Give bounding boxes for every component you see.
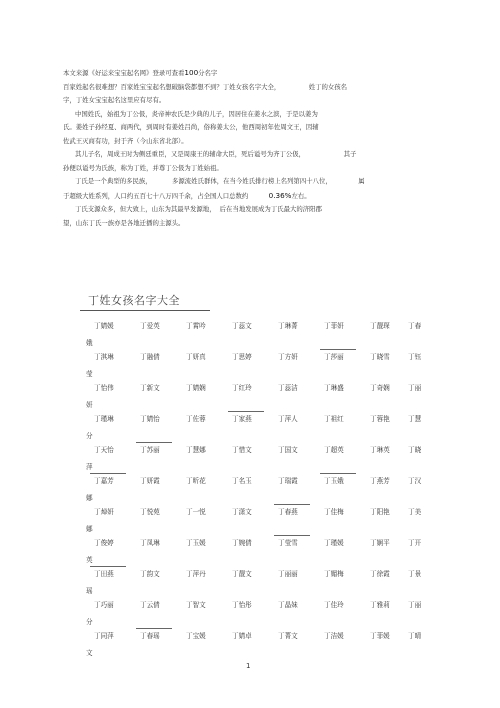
names-row-cells: [94, 506, 434, 520]
name-cell-wrapped-end: 娥: [86, 339, 93, 347]
para3-line-1-tail: 其子: [343, 150, 357, 158]
name-cell: 丁宝媛: [186, 632, 206, 640]
name-cell: 丁田燕: [94, 568, 140, 582]
intro-line-2-text: 百家姓起名很难想？百家姓宝宝起名想破脑袋都想不到？丁姓女孩名字大全，: [63, 82, 281, 91]
name-cell: 丁天怡: [94, 446, 114, 454]
name-cell: 丁琳英: [370, 446, 390, 454]
para4-line-2-text: 于超级大姓系列，人口约五百七十八万四千余，占全国人口总数约: [63, 191, 249, 200]
name-cell: 丁淇琳: [94, 353, 114, 361]
name-cell: 丁蕊文: [232, 322, 252, 330]
names-row-cells: [94, 320, 434, 334]
intro-line-2: [63, 81, 423, 95]
name-cell-wrapped-start: 丁美: [408, 508, 422, 516]
para5-line-1-text: 丁氏支源众多，但大致上，山东为其最早发源地，: [75, 205, 216, 213]
names-row: [86, 537, 434, 568]
name-cell: 丁方妍: [278, 353, 298, 361]
name-cell: 丁慧娜: [186, 446, 206, 454]
name-cell: 丁霄吟: [186, 322, 206, 330]
para2-line-1: 中国姓氏，始祖为丁公伋，炎帝神农氏是少典的儿子，因居住在姜水之滨，于是以姜为: [75, 109, 318, 118]
name-cell: 丁嘉芳: [94, 475, 140, 489]
name-cell: 丁佐蓉: [186, 415, 206, 423]
name-cell: 丁瑾媛: [324, 539, 344, 547]
name-cell: 丁同萍: [94, 632, 114, 640]
name-cell: 丁春瑶: [140, 630, 186, 644]
name-cell-wrapped-end: 莹: [86, 370, 93, 378]
name-cell: 丁菲妍: [324, 322, 344, 330]
score-number: 100: [184, 68, 199, 77]
names-row-cells: [94, 351, 434, 365]
name-cell-wrapped-start: 丁钰: [408, 353, 422, 361]
intro-text: [63, 66, 423, 230]
name-cell: 丁焯妍: [94, 508, 114, 516]
intro-line-2-tail: 姓丁的女孩名: [308, 82, 348, 91]
name-cell: 丁新文: [140, 384, 160, 392]
name-cell: 丁燕芳: [370, 477, 390, 485]
names-row-cells: [94, 413, 434, 427]
name-cell: 丁家燕: [232, 413, 278, 427]
names-row: [86, 351, 434, 382]
para3-line-1-text: 其儿子名，周成王时为侧廷重臣，又是周康王的辅命大臣，死后谥号为齐丁公伋，: [75, 150, 306, 158]
names-row-cells: [94, 599, 434, 613]
title-underline: [80, 310, 210, 311]
name-cell: 丁潇文: [232, 508, 252, 516]
name-cell: 丁雅莉: [370, 601, 390, 609]
para5-line-1-tail: 后在当地发展成为丁氏最大的济阳郡: [219, 205, 322, 213]
name-cell: 丁菁文: [278, 632, 298, 640]
name-cell: 丁丽丽: [278, 570, 298, 578]
name-cell: 丁玉娥: [324, 475, 370, 489]
name-cell: 丁思婷: [232, 353, 252, 361]
names-row: [86, 444, 434, 475]
section-title: 丁姓女孩名字大全: [88, 294, 180, 307]
name-cell: 丁靓琛: [370, 322, 390, 330]
name-cell: 丁昕花: [186, 477, 206, 485]
name-cell: 丁晓雪: [370, 353, 390, 361]
name-cell: 丁怡伟: [94, 384, 114, 392]
name-cell-wrapped-end: 分: [86, 432, 93, 440]
name-cell-wrapped-end: 娜: [86, 494, 93, 502]
name-cell: 丁萍人: [278, 415, 298, 423]
names-grid: [86, 320, 434, 661]
para2-line-2: 氏。姜姓子孙经夏、商两代，到周时有姜姓吕尚，俗称姜太公，他西周初年佐周文王，因辅: [63, 123, 319, 131]
name-cell: 丁蕊洁: [278, 384, 298, 392]
name-cell-wrapped-end: 瑶: [86, 587, 93, 595]
para5-line-2: 望，山东丁氏一族亦是各地迁播的主源头。: [63, 218, 185, 227]
name-cell: 丁怡彤: [232, 601, 252, 609]
name-cell: 丁萍丹: [186, 570, 206, 578]
name-cell: 丁菲媛: [370, 632, 390, 640]
name-cell: 丁俊婷: [94, 539, 114, 547]
name-cell: 丁婧怡: [140, 415, 160, 423]
names-row: [86, 630, 434, 661]
intro-line-1: [63, 66, 423, 81]
name-cell: 丁晶妹: [278, 601, 298, 609]
para4-line-1-tail: 属: [358, 177, 365, 185]
name-cell: 丁琳盛: [324, 384, 344, 392]
names-row: [86, 413, 434, 444]
intro-line-1-text: 本文来源《好运来宝宝起名网》登录可查看: [63, 69, 185, 77]
name-cell-wrapped-start: 丁晴: [408, 632, 422, 640]
para4-line-2-tail: 左右。: [291, 191, 311, 200]
name-cell-wrapped-end: 分: [86, 618, 93, 626]
name-cell: 丁婉倩: [232, 539, 252, 547]
para5-line-1: [63, 203, 423, 217]
name-cell: 丁阳艳: [370, 508, 390, 516]
name-cell: 丁佳玲: [324, 601, 344, 609]
para4-line-1-mid: 多源流姓氏群体，在当今姓氏排行榜上名列第四十八位，: [172, 177, 332, 185]
name-cell: 丁琳菁: [278, 322, 298, 330]
name-cell: 丁婧卓: [232, 632, 252, 640]
page-number: 1: [246, 662, 251, 670]
names-row-cells: [94, 568, 434, 582]
intro-line-1-tail: 分名字: [198, 69, 218, 77]
name-cell: 丁莎丽: [324, 351, 370, 365]
name-cell: 丁一悦: [186, 508, 206, 516]
name-cell: 丁婧娴: [186, 384, 206, 392]
name-cell: 丁韵文: [140, 570, 160, 578]
intro-line-3: 字，丁姓女宝宝起名这里应有尽有。: [63, 96, 166, 104]
names-row-cells: [94, 630, 434, 644]
name-cell-wrapped-start: 丁春: [408, 322, 422, 330]
name-cell: 丁云倩: [140, 601, 160, 609]
name-cell: 丁名玉: [232, 477, 252, 485]
names-row: [86, 506, 434, 537]
name-cell-wrapped-start: 丁汉: [408, 477, 422, 485]
name-cell: 丁娴平: [370, 539, 390, 547]
population-percent: 0.36%: [268, 190, 292, 200]
names-row-cells: [94, 475, 434, 489]
name-cell: 丁瑞霞: [278, 477, 298, 485]
para4-line-1: [63, 175, 423, 189]
name-cell: 丁红玲: [232, 384, 252, 392]
name-cell-wrapped-start: 丁丽: [408, 601, 422, 609]
names-row-cells: [94, 444, 434, 458]
name-cell: 丁瑾琳: [94, 415, 114, 423]
name-cell: 丁惜文: [232, 446, 252, 454]
name-cell: 丁婧媛: [94, 322, 114, 330]
name-cell: 丁靓文: [232, 570, 252, 578]
name-cell-wrapped-end: 妍: [86, 401, 93, 409]
para3-line-2: 孙便以谥号为氏族，称为丁姓，并尊丁公伋为丁姓始祖。: [63, 163, 223, 172]
name-cell: 丁国文: [278, 446, 298, 454]
name-cell: 丁巧丽: [94, 601, 114, 609]
name-cell: 丁妍真: [186, 353, 206, 361]
para4-line-1-text: 丁氏是一个典型的多民族，: [75, 177, 152, 185]
para2-line-3: 佐武王灭商有功，封于齐（今山东省北部）。: [63, 136, 188, 145]
names-row: [86, 475, 434, 506]
name-cell: 丁莹雪: [278, 537, 324, 551]
name-cell-wrapped-end: 萍: [86, 463, 93, 471]
name-cell: 丁凤琳: [140, 539, 160, 547]
name-cell: 丁玉媛: [186, 539, 206, 547]
para3-line-1: [63, 148, 423, 162]
names-row-cells: [94, 382, 434, 396]
names-row: [86, 568, 434, 599]
names-row-cells: [94, 537, 434, 551]
name-cell-wrapped-start: 丁晓: [408, 446, 422, 454]
name-cell: 丁奇娴: [370, 384, 390, 392]
name-cell-wrapped-start: 丁丽: [408, 384, 422, 392]
name-cell: 丁爱英: [140, 322, 160, 330]
name-cell-wrapped-start: 丁开: [408, 539, 422, 547]
name-cell: 丁智文: [186, 601, 206, 609]
name-cell: 丁徐霞: [370, 570, 390, 578]
name-cell: 丁蓉艳: [370, 415, 390, 423]
name-cell: 丁悦苑: [140, 508, 160, 516]
names-row: [86, 320, 434, 351]
name-cell-wrapped-end: 文: [86, 649, 93, 657]
names-row: [86, 599, 434, 630]
names-row: [86, 382, 434, 413]
para4-line-2: [63, 189, 423, 204]
name-cell-wrapped-start: 丁慧: [408, 415, 422, 423]
name-cell: 丁洁媛: [324, 632, 344, 640]
name-cell: 丁妍霞: [140, 477, 160, 485]
name-cell: 丁佳梅: [324, 508, 344, 516]
name-cell-wrapped-start: 丁景: [408, 570, 422, 578]
name-cell: 丁春燕: [278, 506, 324, 520]
name-cell: 丁超英: [324, 446, 344, 454]
name-cell: 丁祖红: [324, 415, 344, 423]
name-cell: 丁媚梅: [324, 570, 344, 578]
name-cell: 丁苏丽: [140, 444, 186, 458]
name-cell-wrapped-end: 娜: [86, 525, 93, 533]
name-cell-wrapped-end: 英: [86, 556, 93, 564]
name-cell: 丁融倩: [140, 353, 160, 361]
